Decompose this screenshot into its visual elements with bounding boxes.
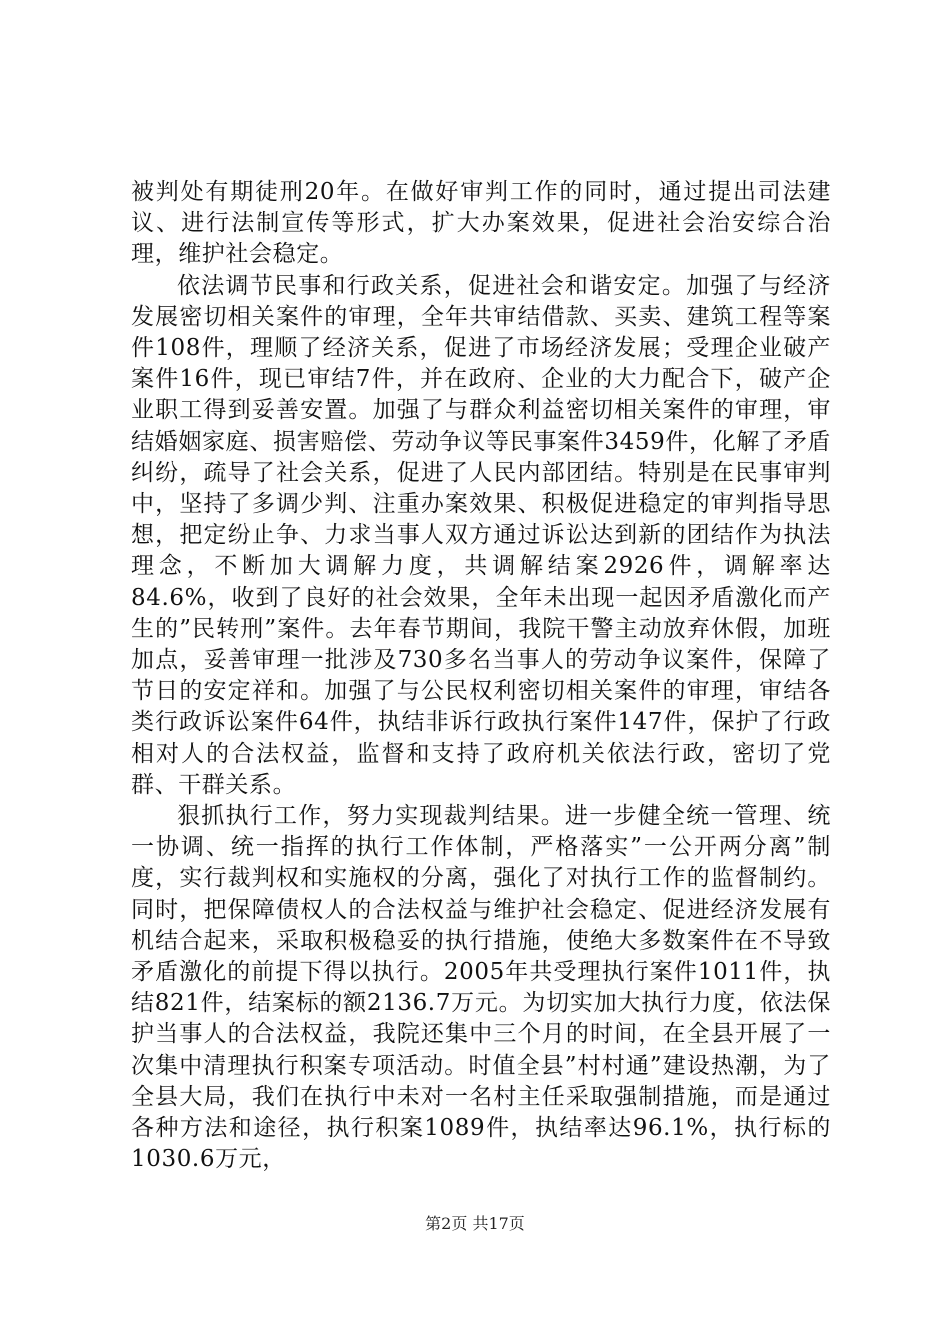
paragraph-execution-work: 狠抓执行工作，努力实现裁判结果。进一步健全统一管理、统一协调、统一指挥的执行工作体制，严格落实”一公开两分离”制度，实行裁判权和实施权的分离，强化了对执行工作的监督制约。同时，把保障债权人的合法权益与维护社会稳定、促进经济发展有机结合起来，采取积极稳妥的执行措施，使绝大多数案件在不导致矛盾激化的前提下得以执行。2005年共受理执行案件1011件，执结821件，结案标的额2136.7万元。为切实加大执行力度，依法保护当事人的合法权益，我院还集中三个月的时间，在全县开展了一次集中清理执行积案专项活动。时值全县”村村通”建设热潮，为了全县大局，我们在执行中未对一名村主任采取强制措施，而是通过各种方法和途径，执行积案1089件，执结率达96.1%，执行标的1030.6万元， bbox=[131, 803, 831, 1173]
paragraph-continuation: 被判处有期徒刑20年。在做好审判工作的同时，通过提出司法建议、进行法制宣传等形式，扩大办案效果，促进社会治安综合治理，维护社会稳定。 bbox=[131, 179, 831, 268]
paragraph-civil-administrative: 依法调节民事和行政关系，促进社会和谐安定。加强了与经济发展密切相关案件的审理，全年共审结借款、买卖、建筑工程等案件108件，理顺了经济关系，促进了市场经济发展；受理企业破产案件16件，现已审结7件，并在政府、企业的大力配合下，破产企业职工得到妥善安置。加强了与群众利益密切相关案件的审理，审结婚姻家庭、损害赔偿、劳动争议等民事案件3459件，化解了矛盾纠纷，疏导了社会关系，促进了人民内部团结。特别是在民事审判中，坚持了多调少判、注重办案效果、积极促进稳定的审判指导思想，把定纷止争、力求当事人双方通过诉讼达到新的团结作为执法理念，不断加大调解力度，共调解结案2926件，调解率达84.6%，收到了良好的社会效果，全年未出现一起因矛盾激化而产生的”民转刑”案件。去年春节期间，我院干警主动放弃休假，加班加点，妥善审理一批涉及730多名当事人的劳动争议案件，保障了节日的安定祥和。加强了与公民权利密切相关案件的审理，审结各类行政诉讼案件64件，执结非诉行政执行案件147件，保护了行政相对人的合法权益，监督和支持了政府机关依法行政，密切了党群、干群关系。 bbox=[131, 272, 831, 798]
page-footer: 第2页 共17页 bbox=[425, 1214, 525, 1233]
document-body bbox=[131, 177, 831, 1176]
